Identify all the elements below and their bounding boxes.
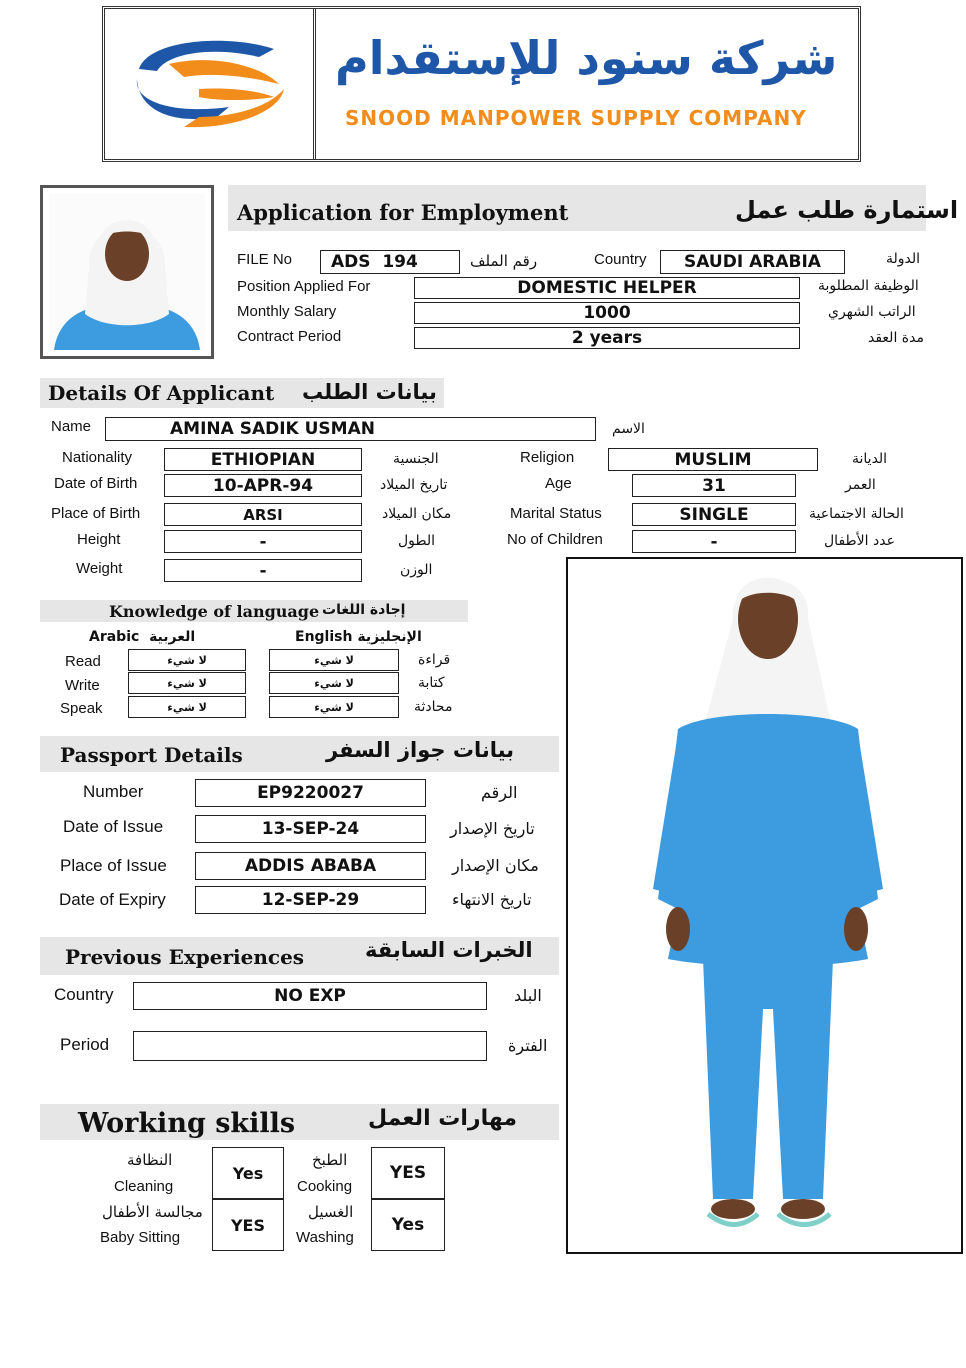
speak-label: Speak — [60, 700, 103, 717]
pob-label: Place of Birth — [51, 505, 141, 522]
children-label: No of Children — [507, 531, 603, 548]
applicant-portrait-photo — [40, 185, 214, 359]
experience-period-field — [133, 1031, 487, 1061]
marital-field: SINGLE — [632, 503, 796, 526]
nationality-label: Nationality — [62, 449, 133, 466]
cleaning-value: Yes — [212, 1147, 284, 1199]
washing-value: Yes — [371, 1199, 445, 1251]
experience-period-label-arabic: الفترة — [508, 1036, 548, 1055]
country-label: Country — [594, 251, 647, 268]
religion-label: Religion — [520, 449, 575, 466]
passport-title-arabic: بيانات جواز السفر — [326, 738, 515, 762]
country-label-arabic: الدولة — [886, 251, 921, 267]
nationality-label-arabic: الجنسية — [393, 451, 439, 467]
cooking-value: YES — [371, 1147, 445, 1199]
language-title-arabic: إجادة اللغات — [322, 602, 406, 618]
english-column-header: English الإنجليزية — [295, 629, 422, 645]
salary-label-arabic: الراتب الشهري — [828, 304, 916, 320]
applicant-full-body-photo — [566, 557, 963, 1254]
application-title-arabic: استمارة طلب عمل — [735, 196, 959, 224]
height-field: - — [164, 530, 362, 553]
company-name-english: SNOOD MANPOWER SUPPLY COMPANY — [345, 106, 807, 130]
issue-place-label: Place of Issue — [60, 856, 167, 875]
cleaning-label-arabic: النظافة — [127, 1151, 173, 1169]
language-title: Knowledge of language — [109, 602, 320, 621]
read-label-arabic: قراءة — [418, 652, 451, 668]
dob-field: 10-APR-94 — [164, 474, 362, 497]
passport-number-label-arabic: الرقم — [481, 783, 518, 802]
contract-field: 2 years — [414, 327, 800, 349]
nationality-field: ETHIOPIAN — [164, 448, 362, 471]
salary-label: Monthly Salary — [237, 303, 337, 320]
age-field: 31 — [632, 474, 796, 497]
letterhead — [102, 6, 861, 162]
issue-place-label-arabic: مكان الإصدار — [452, 856, 539, 875]
english-read-level: لا شيء — [269, 649, 399, 671]
weight-label-arabic: الوزن — [400, 562, 433, 578]
position-field: DOMESTIC HELPER — [414, 277, 800, 299]
file-no-label: FILE No — [237, 251, 293, 268]
babysitting-value: YES — [212, 1199, 284, 1251]
skills-title-arabic: مهارات العمل — [368, 1106, 517, 1131]
washing-label: Washing — [296, 1229, 354, 1246]
age-label-arabic: العمر — [845, 477, 876, 493]
company-name-arabic: شركة سنود للإستقدام — [335, 31, 838, 85]
applicant-title: Details Of Applicant — [48, 381, 275, 405]
file-no-field: ADS 194 — [320, 250, 460, 274]
height-label: Height — [77, 531, 121, 548]
applicant-title-arabic: بيانات الطلب — [302, 380, 437, 404]
passport-number-field: EP9220027 — [195, 779, 426, 807]
company-logo-icon — [109, 9, 309, 159]
religion-label-arabic: الديانة — [852, 451, 888, 467]
name-label: Name — [51, 418, 92, 435]
skills-title: Working skills — [78, 1108, 296, 1139]
experience-country-field: NO EXP — [133, 982, 487, 1010]
issue-date-label: Date of Issue — [63, 817, 164, 836]
application-title: Application for Employment — [237, 200, 569, 225]
contract-label: Contract Period — [237, 328, 342, 345]
write-label-arabic: كتابة — [418, 675, 445, 691]
marital-label: Marital Status — [510, 505, 602, 522]
salary-field: 1000 — [414, 302, 800, 324]
cleaning-label: Cleaning — [114, 1178, 174, 1195]
weight-label: Weight — [76, 560, 123, 577]
marital-label-arabic: الحالة الاجتماعية — [809, 506, 904, 522]
expiry-label: Date of Expiry — [59, 890, 166, 909]
arabic-speak-level: لا شيء — [128, 696, 246, 718]
babysitting-label-arabic: مجالسة الأطفال — [102, 1203, 203, 1221]
babysitting-label: Baby Sitting — [100, 1229, 181, 1246]
name-label-arabic: الاسم — [612, 421, 645, 437]
experience-country-label-arabic: البلد — [514, 986, 542, 1005]
passport-number-label: Number — [83, 782, 144, 801]
file-no-label-arabic: رقم الملف — [470, 252, 538, 270]
experience-title-arabic: الخبرات السابقة — [365, 938, 533, 962]
pob-label-arabic: مكان الميلاد — [382, 506, 452, 522]
experience-country-label: Country — [54, 985, 114, 1004]
issue-place-field: ADDIS ABABA — [195, 852, 426, 880]
contract-label-arabic: مدة العقد — [868, 330, 924, 346]
english-write-level: لا شيء — [269, 672, 399, 694]
children-field: - — [632, 530, 796, 553]
write-label: Write — [65, 677, 100, 694]
dob-label-arabic: تاريخ الميلاد — [380, 477, 448, 493]
dob-label: Date of Birth — [54, 475, 138, 492]
children-label-arabic: عدد الأطفال — [824, 533, 895, 549]
washing-label-arabic: الغسيل — [308, 1203, 354, 1221]
issue-date-label-arabic: تاريخ الإصدار — [450, 819, 535, 838]
speak-label-arabic: محادثة — [414, 699, 453, 715]
read-label: Read — [65, 653, 101, 670]
height-label-arabic: الطول — [398, 533, 436, 549]
position-label-arabic: الوظيفة المطلوبة — [818, 278, 919, 294]
cooking-label-arabic: الطبخ — [312, 1151, 348, 1169]
name-field: AMINA SADIK USMAN — [105, 417, 596, 441]
religion-field: MUSLIM — [608, 448, 818, 471]
passport-title: Passport Details — [60, 743, 243, 767]
expiry-field: 12-SEP-29 — [195, 886, 426, 914]
english-speak-level: لا شيء — [269, 696, 399, 718]
pob-field: ARSI — [164, 503, 362, 526]
experience-title: Previous Experiences — [65, 945, 305, 969]
issue-date-field: 13-SEP-24 — [195, 815, 426, 843]
arabic-write-level: لا شيء — [128, 672, 246, 694]
weight-field: - — [164, 559, 362, 582]
expiry-label-arabic: تاريخ الانتهاء — [452, 890, 532, 909]
country-field: SAUDI ARABIA — [660, 250, 845, 274]
position-label: Position Applied For — [237, 278, 371, 295]
cooking-label: Cooking — [297, 1178, 353, 1195]
logo-cell — [105, 9, 316, 159]
arabic-read-level: لا شيء — [128, 649, 246, 671]
arabic-column-header: Arabic العربية — [89, 629, 196, 645]
experience-period-label: Period — [60, 1035, 110, 1054]
age-label: Age — [545, 475, 572, 492]
